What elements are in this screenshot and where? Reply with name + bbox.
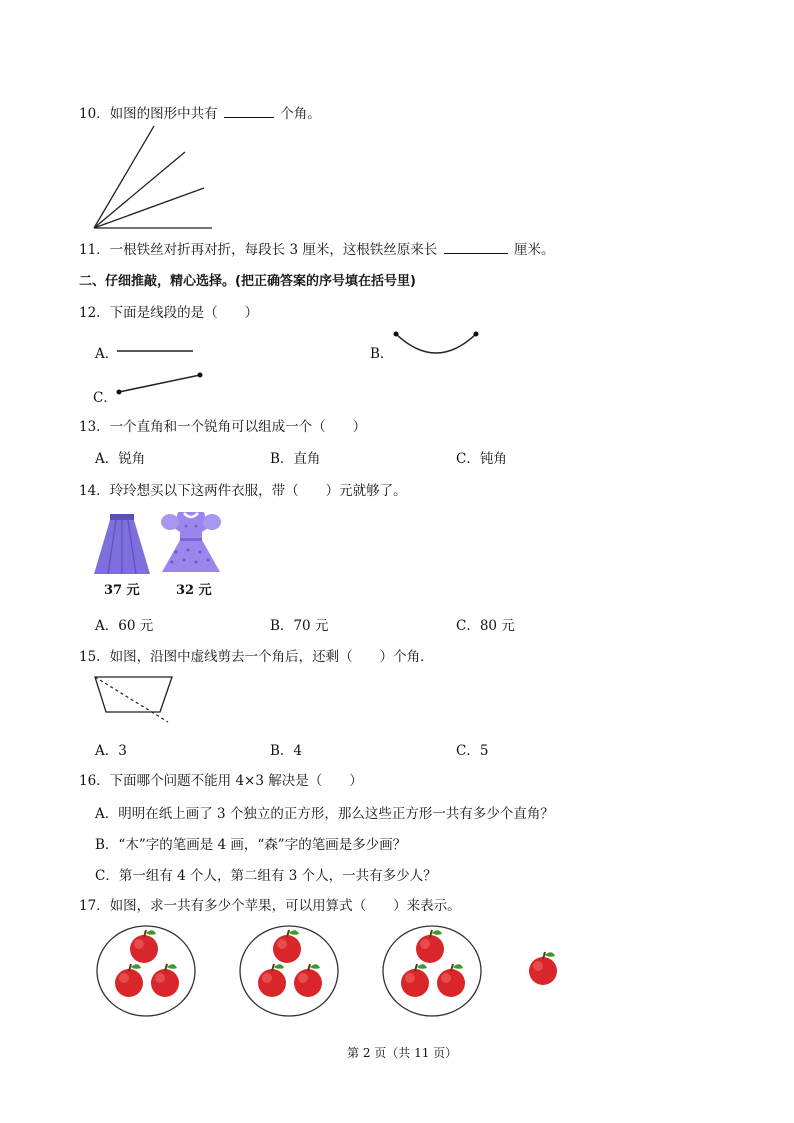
q12-option-c-segment-figure bbox=[116, 372, 206, 397]
q17-stem: 17．如图，求一共有多少个苹果，可以用算式（ ）来表示。 bbox=[79, 898, 461, 914]
q11-text bbox=[79, 238, 554, 258]
q11-text-before: 11．一根铁丝对折再对折，每段长 3 厘米，这根铁丝原来长 bbox=[79, 242, 438, 258]
q15-option-c[interactable]: C．5 bbox=[456, 743, 489, 759]
q11-answer-blank[interactable] bbox=[444, 241, 508, 254]
q16-option-a[interactable]: A．明明在纸上画了 3 个独立的正方形，那么这些正方形一共有多少个直角？ bbox=[95, 806, 554, 822]
q14-option-c[interactable]: C．80 元 bbox=[456, 618, 515, 634]
q14-option-a[interactable]: A．60 元 bbox=[95, 618, 154, 634]
page-footer: 第 2 页（共 11 页） bbox=[347, 1046, 458, 1060]
single-apple bbox=[529, 952, 557, 985]
q12-option-b-arc-figure bbox=[393, 330, 483, 360]
q10-text-before: 10．如图的图形中共有 bbox=[79, 106, 218, 122]
q12-option-b-label[interactable]: B． bbox=[370, 346, 394, 362]
q16-option-c[interactable]: C．第一组有 4 个人，第二组有 3 个人，一共有多少人？ bbox=[95, 868, 437, 884]
q10-answer-blank[interactable] bbox=[224, 105, 274, 118]
q15-trapezoid-figure bbox=[92, 672, 182, 732]
q10-text-after: 个角。 bbox=[280, 106, 321, 122]
dress-price: 32 元 bbox=[176, 583, 212, 598]
q10-rays bbox=[90, 122, 220, 232]
q12-option-c-label[interactable]: C． bbox=[93, 390, 117, 406]
q10-text bbox=[79, 102, 321, 122]
q13-option-a[interactable]: A．锐角 bbox=[95, 451, 146, 467]
q13-stem: 13．一个直角和一个锐角可以组成一个（ ） bbox=[79, 419, 367, 435]
q14-option-b[interactable]: B．70 元 bbox=[270, 618, 329, 634]
q16-option-b[interactable]: B．“木”字的笔画是 4 画，“森”字的笔画是多少画？ bbox=[95, 837, 407, 853]
skirt-image bbox=[92, 514, 152, 576]
apple-plate-1 bbox=[97, 926, 195, 1016]
q14-stem: 14．玲玲想买以下这两件衣服，带（ ）元就够了。 bbox=[79, 483, 407, 499]
dress-image bbox=[158, 508, 224, 574]
q12-stem: 12．下面是线段的是（ ） bbox=[79, 305, 259, 321]
q12-option-a-line-figure bbox=[117, 348, 197, 354]
q13-option-c[interactable]: C．钝角 bbox=[456, 451, 507, 467]
q16-stem: 16．下面哪个问题不能用 4×3 解决是（ ） bbox=[79, 773, 363, 789]
apple-plates-figure bbox=[95, 921, 575, 1021]
q15-stem: 15．如图，沿图中虚线剪去一个角后，还剩（ ）个角． bbox=[79, 649, 434, 665]
q15-option-b[interactable]: B．4 bbox=[270, 743, 303, 759]
section2-title: 二、仔细推敲，精心选择。(把正确答案的序号填在括号里) bbox=[79, 274, 416, 289]
q15-option-a[interactable]: A．3 bbox=[95, 743, 127, 759]
q13-option-b[interactable]: B．直角 bbox=[270, 451, 321, 467]
apple-plate-2 bbox=[240, 926, 338, 1016]
apple-plate-3 bbox=[383, 926, 481, 1016]
q11-text-after: 厘米。 bbox=[513, 242, 555, 258]
skirt-price: 37 元 bbox=[104, 583, 140, 598]
q12-option-a-label[interactable]: A． bbox=[95, 346, 119, 362]
